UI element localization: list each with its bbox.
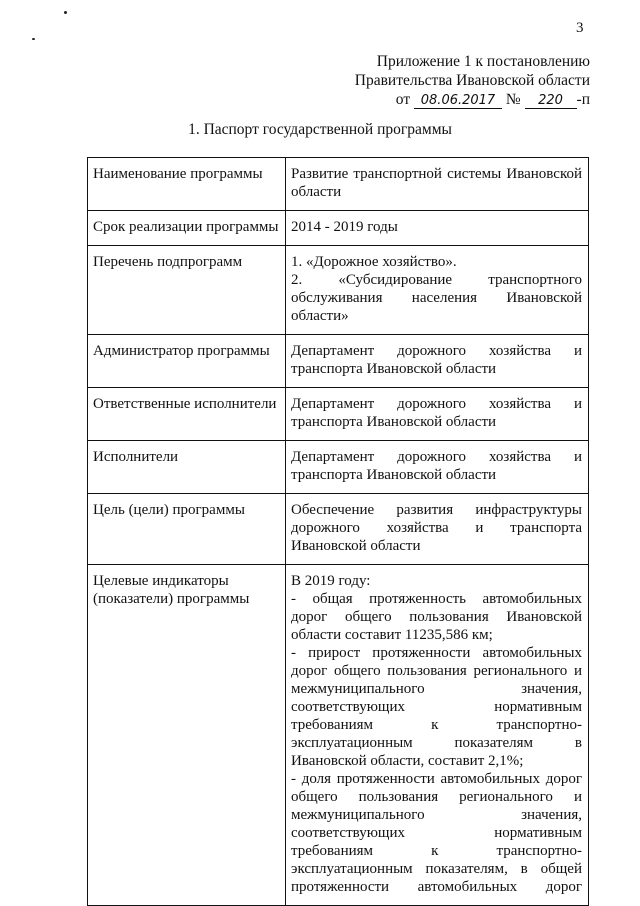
row-value: Развитие транспортной системы Ивановской области xyxy=(286,158,589,211)
table-row xyxy=(88,246,589,335)
row-value: Обеспечение развития инфраструктуры дорожного хозяйства и транспорта Ивановской области xyxy=(286,494,589,565)
row-value: Департамент дорожного хозяйства и транспорта Ивановской области xyxy=(286,335,589,388)
from-label: от xyxy=(395,91,411,108)
number-label: № xyxy=(505,91,521,108)
indicator-item: - общая протяженность автомобильных дорог общего пользования Ивановской области составит 11235,586 км; xyxy=(291,591,582,643)
annex-line-2: Правительства Ивановской области xyxy=(354,72,590,89)
indicator-item: - прирост протяженности автомобильных дорог общего пользования регионального и межмуниципального значения, соответствующих нормативным требованиям к транспортно-эксплуатационным показателям в Ивановской области, составит 2,1%; xyxy=(291,645,582,769)
table-row xyxy=(88,335,589,388)
annex-line-3 xyxy=(340,90,590,109)
scan-speck xyxy=(64,11,67,14)
row-label: Ответственные исполнители xyxy=(88,388,286,441)
row-label: Перечень подпрограмм xyxy=(88,246,286,335)
row-label: Наименование программы xyxy=(88,158,286,211)
annex-line-1: Приложение 1 к постановлению xyxy=(376,53,590,70)
row-label: Исполнители xyxy=(88,441,286,494)
table-row xyxy=(88,388,589,441)
document-title: 1. Паспорт государственной программы xyxy=(188,121,452,138)
table-row xyxy=(88,441,589,494)
table-row xyxy=(88,565,589,906)
scan-speck xyxy=(32,38,35,40)
page-number: 3 xyxy=(576,20,584,36)
handwritten-date: 08.06.2017 xyxy=(414,93,502,109)
row-label: Администратор программы xyxy=(88,335,286,388)
annex-block xyxy=(340,52,590,109)
row-label: Целевые индикаторы (показатели) программы xyxy=(88,565,286,906)
row-label: Цель (цели) программы xyxy=(88,494,286,565)
indicator-intro: В 2019 году: xyxy=(291,573,371,589)
subprogram-1: 1. «Дорожное хозяйство». xyxy=(291,254,457,270)
row-value xyxy=(286,565,589,906)
row-value: Департамент дорожного хозяйства и транспорта Ивановской области xyxy=(286,388,589,441)
indicator-item: - доля протяженности автомобильных дорог общего пользования регионального и межмуниципального значения, соответствующих нормативным требованиям к транспортно-эксплуатационным показателям, в общей протяженности автомобильных дорог xyxy=(291,771,582,895)
row-value: 2014 - 2019 годы xyxy=(286,211,589,246)
row-value: Департамент дорожного хозяйства и транспорта Ивановской области xyxy=(286,441,589,494)
table-row xyxy=(88,211,589,246)
handwritten-number: 220 xyxy=(525,93,577,109)
row-value xyxy=(286,246,589,335)
table-row xyxy=(88,158,589,211)
passport-table xyxy=(87,157,589,906)
table-row xyxy=(88,494,589,565)
subprogram-2: 2. «Субсидирование транспортного обслуживания населения Ивановской области» xyxy=(291,272,582,324)
row-label: Срок реализации программы xyxy=(88,211,286,246)
number-suffix: -п xyxy=(576,91,590,108)
